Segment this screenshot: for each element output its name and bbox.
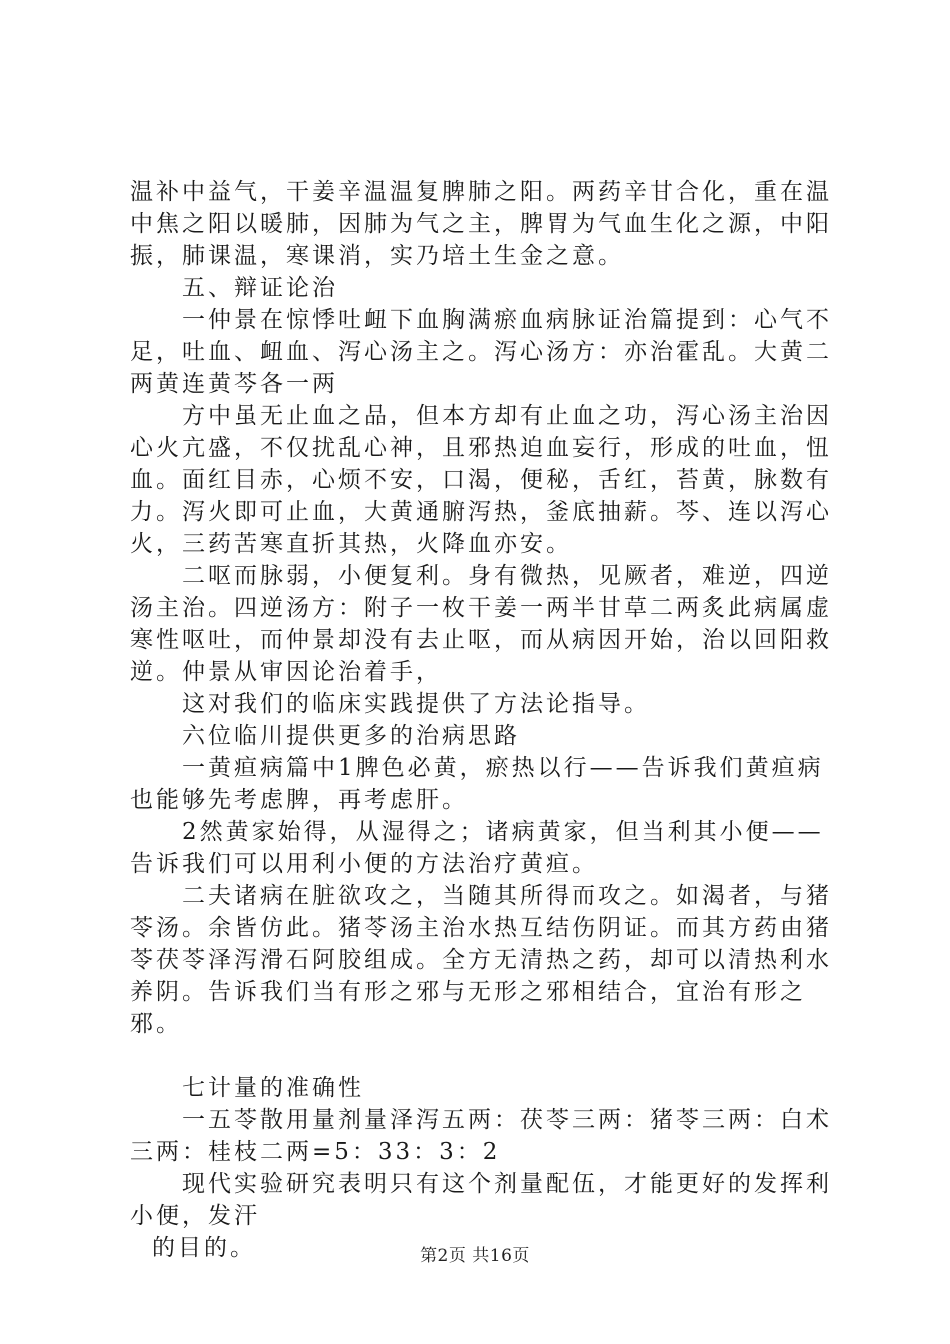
section-heading-5: 五、辩证论治 — [182, 275, 338, 301]
paragraph-1: 温补中益气，干姜辛温温复脾肺之阳。两药辛甘合化，重在温中焦之阳以暖肺，因肺为气之主，脾胃为气血生化之源，中阳振，肺课温，寒课消，实乃培土生金之意。 — [130, 179, 832, 269]
page-footer: 第2页 共16页 — [420, 1246, 530, 1266]
paragraph-10: 现代实验研究表明只有这个剂量配伍，才能更好的发挥利小便，发汗 — [130, 1171, 832, 1229]
paragraph-7: 2然黄家始得，从湿得之；诸病黄家，但当利其小便——告诉我们可以用利小便的方法治疗黄疸。 — [130, 819, 824, 877]
paragraph-3: 方中虽无止血之品，但本方却有止血之功，泻心汤主治因心火亢盛，不仅扰乱心神，且邪热迫血妄行，形成的吐血，忸血。面红目赤，心烦不安，口渴，便秘，舌红，苔黄，脉数有力。泻火即可止血，大黄通腑泻热，釜底抽薪。芩、连以泻心火，三药苦寒直折其热，火降血亦安。 — [130, 403, 832, 557]
paragraph-2: 一仲景在惊悸吐衄下血胸满瘀血病脉证治篇提到：心气不足，吐血、衄血、泻心汤主之。泻心汤方：亦治霍乱。大黄二两黄连黄芩各一两 — [130, 307, 832, 397]
section-heading-6: 六位临川提供更多的治病思路 — [182, 723, 520, 749]
paragraph-9: 一五苓散用量剂量泽泻五两：茯苓三两：猪苓三两：白术三两：桂枝二两=5：33：3：2 — [130, 1107, 832, 1165]
document-body — [130, 176, 836, 1264]
section-heading-7: 七计量的准确性 — [182, 1075, 364, 1101]
paragraph-6: 一黄疸病篇中1脾色必黄，瘀热以行——告诉我们黄疸病也能够先考虑脾，再考虑肝。 — [130, 755, 824, 813]
paragraph-4: 二呕而脉弱，小便复利。身有微热，见厥者，难逆，四逆汤主治。四逆汤方：附子一枚干姜一两半甘草二两炙此病属虚寒性呕吐，而仲景却没有去止呕，而从病因开始，治以回阳救逆。仲景从审因论治着手， — [130, 563, 832, 685]
paragraph-5: 这对我们的临床实践提供了方法论指导。 — [182, 691, 650, 717]
paragraph-8: 二夫诸病在脏欲攻之，当随其所得而攻之。如渴者，与猪苓汤。余皆仿此。猪苓汤主治水热互结伤阴证。而其方药由猪苓茯苓泽泻滑石阿胶组成。全方无清热之药，却可以清热利水养阴。告诉我们当有形之邪与无形之邪相结合，宜治有形之邪。 — [130, 883, 832, 1037]
paragraph-11: 的目的。 — [152, 1235, 256, 1261]
